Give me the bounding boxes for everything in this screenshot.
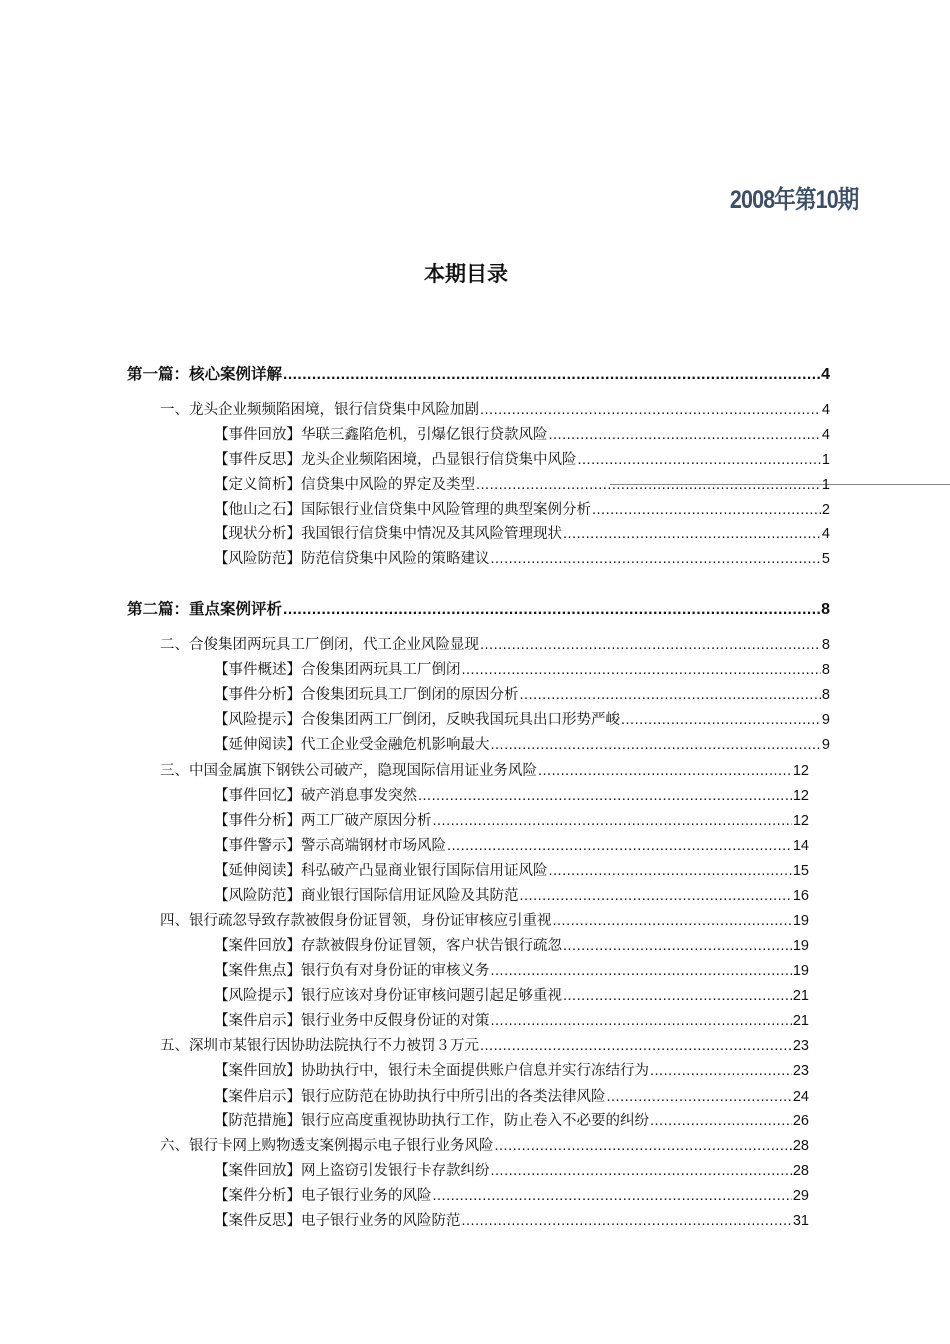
toc-leader-dots [549, 863, 792, 879]
toc-page-number: 9 [821, 737, 830, 753]
toc-leader-dots [491, 1163, 792, 1179]
toc-leader-dots [491, 1013, 792, 1029]
toc-leader-dots [578, 452, 821, 468]
toc-page-number: 23 [792, 1063, 809, 1079]
toc-subsection-entry[interactable] [214, 423, 830, 444]
toc-part-entry[interactable] [127, 597, 830, 619]
toc-entry-title: 六、银行卡网上购物透支案例揭示电子银行业务风险 [160, 1138, 494, 1154]
toc-page-number: 12 [792, 788, 809, 804]
toc-leader-dots [491, 963, 792, 979]
toc-leader-dots [283, 601, 820, 619]
toc-entry-title: 【他山之石】国际银行业信贷集中风险管理的典型案例分析 [214, 502, 591, 518]
toc-leader-dots [433, 1188, 792, 1204]
toc-entry-title: 【案件回放】存款被假身份证冒领，客户状告银行疏忽 [214, 938, 562, 954]
toc-entry-title: 【风险防范】防范信贷集中风险的策略建议 [214, 551, 490, 567]
toc-entry-title: 一、龙头企业频频陷困境，银行信贷集中风险加剧 [160, 402, 479, 418]
toc-subsection-entry[interactable] [214, 733, 830, 754]
toc-section-entry[interactable] [160, 909, 809, 930]
toc-entry-title: 【事件反思】龙头企业频陷困境，凸显银行信贷集中风险 [214, 452, 577, 468]
toc-page-number: 1 [821, 477, 830, 493]
toc-entry-title: 【案件启示】银行业务中反假身份证的对策 [214, 1013, 490, 1029]
toc-entry-title: 【案件焦点】银行负有对身份证的审核义务 [214, 963, 490, 979]
toc-page-number: 31 [792, 1213, 809, 1229]
toc-entry-title: 第一篇：核心案例详解 [127, 365, 283, 383]
toc-page-number: 4 [821, 526, 830, 542]
toc-page-number: 15 [792, 863, 809, 879]
toc-leader-dots [563, 526, 821, 542]
toc-subsection-entry[interactable] [214, 834, 809, 855]
toc-entry-title: 【事件概述】合俊集团两玩具工厂倒闭 [214, 662, 461, 678]
toc-subsection-entry[interactable] [214, 1009, 809, 1030]
toc-page-number: 4 [821, 366, 830, 383]
toc-entry-title: 五、深圳市某银行因协助法院执行不力被罚３万元 [160, 1038, 479, 1054]
toc-entry-title: 【延伸阅读】科弘破产凸显商业银行国际信用证风险 [214, 863, 548, 879]
toc-subsection-entry[interactable] [214, 809, 809, 830]
toc-part-entry[interactable] [127, 362, 830, 384]
toc-subsection-entry[interactable] [214, 522, 830, 543]
toc-leader-dots [447, 838, 792, 854]
toc-entry-title: 二、合俊集团两玩具工厂倒闭，代工企业风险显现 [160, 637, 479, 653]
toc-page-number: 26 [792, 1113, 809, 1129]
toc-leader-dots [480, 637, 821, 653]
toc-leader-dots [621, 712, 821, 728]
toc-leader-dots [283, 366, 820, 384]
toc-subsection-entry[interactable] [214, 1159, 809, 1180]
toc-leader-dots [520, 888, 792, 904]
toc-leader-dots [520, 687, 821, 703]
toc-leader-dots [538, 763, 792, 779]
toc-page-number: 12 [792, 763, 809, 779]
toc-leader-dots [563, 938, 792, 954]
toc-page-number: 4 [821, 402, 830, 418]
toc-page-number: 24 [792, 1089, 809, 1105]
toc-leader-dots [462, 1213, 792, 1229]
toc-page-number: 1 [821, 452, 830, 468]
toc-leader-dots [476, 477, 821, 493]
toc-entry-title: 【事件回忆】破产消息事发突然 [214, 788, 417, 804]
toc-section-entry[interactable] [160, 1034, 809, 1055]
toc-subsection-entry[interactable] [214, 1209, 809, 1230]
toc-page-number: 21 [792, 1013, 809, 1029]
toc-subsection-entry[interactable] [214, 547, 830, 568]
toc-entry-title: 【风险提示】合俊集团两工厂倒闭，反映我国玩具出口形势严峻 [214, 712, 620, 728]
toc-leader-dots [480, 1038, 792, 1054]
toc-subsection-entry[interactable] [214, 959, 809, 980]
toc-page-number: 19 [792, 913, 809, 929]
toc-entry-title: 【延伸阅读】代工企业受金融危机影响最大 [214, 737, 490, 753]
toc-entry-title: 【事件分析】两工厂破产原因分析 [214, 813, 432, 829]
toc-subsection-entry[interactable] [214, 708, 830, 729]
issue-label: 2008年第10期 [729, 186, 858, 214]
toc-leader-dots [495, 1138, 792, 1154]
toc-subsection-entry[interactable] [214, 1085, 809, 1106]
toc-entry-title: 【定义简析】信贷集中风险的界定及类型 [214, 477, 475, 493]
toc-subsection-entry[interactable] [214, 784, 809, 805]
toc-subsection-entry[interactable] [214, 984, 809, 1005]
toc-leader-dots [418, 788, 792, 804]
toc-page-number: 8 [821, 601, 830, 618]
toc-entry-title: 【事件回放】华联三鑫陷危机，引爆亿银行贷款风险 [214, 427, 548, 443]
toc-leader-dots [491, 551, 821, 567]
toc-subsection-entry[interactable] [214, 934, 809, 955]
toc-page-number: 4 [821, 427, 830, 443]
toc-entry-title: 【案件回放】网上盗窃引发银行卡存款纠纷 [214, 1163, 490, 1179]
toc-page-number: 8 [821, 662, 830, 678]
toc-subsection-entry[interactable] [214, 1059, 809, 1080]
toc-page-number: 19 [792, 938, 809, 954]
toc-entry-title: 【案件分析】电子银行业务的风险 [214, 1188, 432, 1204]
toc-page-number: 23 [792, 1038, 809, 1054]
toc-section-entry[interactable] [160, 759, 809, 780]
toc-entry-title: 【现状分析】我国银行信贷集中情况及其风险管理现状 [214, 526, 562, 542]
toc-subsection-entry[interactable] [214, 1184, 809, 1205]
toc-page-number: 2 [821, 502, 830, 518]
toc-section-entry[interactable] [160, 398, 830, 419]
toc-entry-title: 【风险提示】银行应该对身份证审核问题引起足够重视 [214, 988, 562, 1004]
toc-entry-title: 【案件回放】协助执行中，银行未全面提供账户信息并实行冻结行为 [214, 1063, 649, 1079]
toc-page-number: 8 [821, 687, 830, 703]
toc-leader-dots [607, 1089, 792, 1105]
toc-subsection-entry[interactable] [214, 448, 830, 469]
toc-subsection-entry[interactable] [214, 473, 830, 494]
toc-entry-title: 【防范措施】银行应高度重视协助执行工作，防止卷入不必要的纠纷 [214, 1113, 649, 1129]
toc-subsection-entry[interactable] [214, 683, 830, 704]
toc-page-number: 21 [792, 988, 809, 1004]
toc-leader-dots [650, 1063, 792, 1079]
toc-leader-dots [480, 402, 821, 418]
toc-page-number: 29 [792, 1188, 809, 1204]
toc-page-number: 28 [792, 1138, 809, 1154]
toc-page-number: 28 [792, 1163, 809, 1179]
toc-leader-dots [553, 913, 792, 929]
toc-entry-title: 【案件反思】电子银行业务的风险防范 [214, 1213, 461, 1229]
toc-subsection-entry[interactable] [214, 884, 809, 905]
toc-page-number: 19 [792, 963, 809, 979]
toc-entry-title: 四、银行疏忽导致存款被假身份证冒领，身份证审核应引重视 [160, 913, 552, 929]
toc-entry-title: 三、中国金属旗下钢铁公司破产，隐现国际信用证业务风险 [160, 763, 537, 779]
toc-subsection-entry[interactable] [214, 658, 830, 679]
toc-subsection-entry[interactable] [214, 498, 830, 519]
toc-leader-dots [592, 502, 821, 518]
toc-subsection-entry[interactable] [214, 1109, 809, 1130]
toc-page-number: 12 [792, 813, 809, 829]
toc-page-number: 5 [821, 551, 830, 567]
toc-entry-title: 【事件分析】合俊集团玩具工厂倒闭的原因分析 [214, 687, 519, 703]
toc-leader-dots [433, 813, 792, 829]
toc-page-number: 9 [821, 712, 830, 728]
toc-page-number: 14 [792, 838, 809, 854]
page-title: 本期目录 [424, 262, 508, 286]
toc-leader-dots [462, 662, 821, 678]
toc-page-number: 8 [821, 637, 830, 653]
toc-entry-title: 【案件启示】银行应防范在协助执行中所引出的各类法律风险 [214, 1089, 606, 1105]
toc-leader-dots [650, 1113, 792, 1129]
toc-section-entry[interactable] [160, 1134, 809, 1155]
toc-entry-title: 第二篇：重点案例评析 [127, 600, 283, 618]
toc-leader-dots [563, 988, 792, 1004]
toc-page-number: 16 [792, 888, 809, 904]
toc-leader-dots [491, 737, 821, 753]
toc-entry-title: 【风险防范】商业银行国际信用证风险及其防范 [214, 888, 519, 904]
toc-entry-title: 【事件警示】警示高端钢材市场风险 [214, 838, 446, 854]
toc-leader-dots [549, 427, 821, 443]
toc-section-entry[interactable] [160, 633, 830, 654]
toc-subsection-entry[interactable] [214, 859, 809, 880]
